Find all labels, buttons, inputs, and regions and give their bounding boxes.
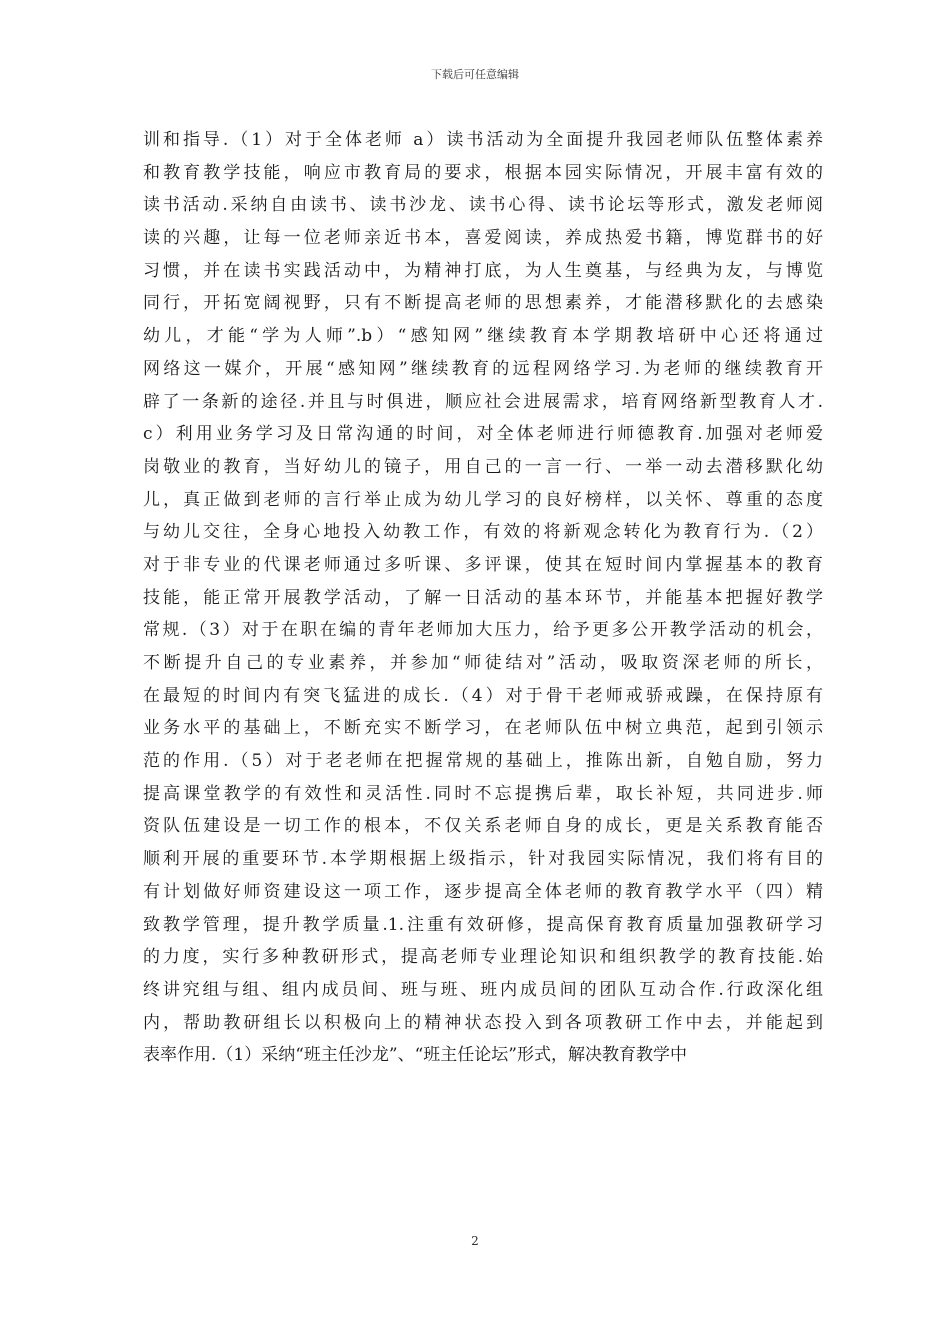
text-line: 对于非专业的代课老师通过多听课、多评课，使其在短时间内掌握基本的教育 [143,554,823,575]
text-line: 和教育教学技能，响应市教育局的要求，根据本园实际情况，开展丰富有效的 [143,162,823,183]
text-line: 训和指导.（1）对于全体老师 a）读书活动为全面提升我园老师队伍整体素养 [143,130,823,150]
text-line: 在最短的时间内有突飞猛进的成长.（4）对于骨干老师戒骄戒躁，在保持原有 [143,685,823,706]
page-header: 下载后可任意编辑 [431,68,519,81]
text-line: 常规.（3）对于在职在编的青年老师加大压力，给予更多公开教学活动的机会， [143,620,823,641]
text-line: 读的兴趣，让每一位老师亲近书本，喜爱阅读，养成热爱书籍，博览群书的好 [143,228,823,249]
text-line: 提高课堂教学的有效性和灵活性.同时不忘提携后辈，取长补短，共同进步.师 [143,783,823,804]
text-line: 不断提升自己的专业素养，并参加“师徒结对”活动，吸取资深老师的所长， [143,653,823,673]
text-line: 的力度，实行多种教研形式，提高老师专业理论知识和组织教学的教育技能.始 [143,947,823,968]
text-line: 儿，真正做到老师的言行举止成为幼儿学习的良好榜样，以关怀、尊重的态度 [143,489,823,510]
text-line: 辟了一条新的途径.并且与时俱进，顺应社会进展需求，培育网络新型教育人才. [143,391,823,412]
text-line: 顺利开展的重要环节.本学期根据上级指示，针对我园实际情况，我们将有目的 [143,849,823,870]
text-line: 岗敬业的教育，当好幼儿的镜子，用自己的一言一行、一举一动去潜移默化幼 [143,456,823,477]
text-line: 有计划做好师资建设这一项工作，逐步提高全体老师的教育教学水平（四）精 [143,881,823,902]
text-line: 幼儿，才能“学为人师”.b）“感知网”继续教育本学期教培研中心还将通过 [143,326,823,347]
text-line: 与幼儿交往，全身心地投入幼教工作，有效的将新观念转化为教育行为.（2） [143,522,823,543]
text-line: 内，帮助教研组长以积极向上的精神状态投入到各项教研工作中去，并能起到 [143,1012,823,1033]
text-line: 资队伍建设是一切工作的根本，不仅关系老师自身的成长，更是关系教育能否 [143,816,823,837]
text-line: 终讲究组与组、组内成员间、班与班、班内成员间的团队互动合作.行政深化组 [143,979,823,1000]
text-line: 同行，开拓宽阔视野，只有不断提高老师的思想素养，才能潜移默化的去感染 [143,293,823,314]
text-line: 读书活动.采纳自由读书、读书沙龙、读书心得、读书论坛等形式，激发老师阅 [143,195,823,216]
text-line: 技能，能正常开展教学活动，了解一日活动的基本环节，并能基本把握好教学 [143,587,823,608]
text-line: 表率作用.（1）采纳“班主任沙龙”、“班主任论坛”形式，解决教育教学中 [143,1045,687,1066]
page-number: 2 [471,1234,479,1248]
text-line: 致教学管理，提升教学质量.1.注重有效研修，提高保育教育质量加强教研学习 [143,914,823,935]
text-line: 范的作用.（5）对于老老师在把握常规的基础上，推陈出新，自勉自励，努力 [143,751,823,772]
text-line: 习惯，并在读书实践活动中，为精神打底，为人生奠基，与经典为友，与博览 [143,260,823,281]
text-line: c）利用业务学习及日常沟通的时间，对全体老师进行师德教育.加强对老师爱 [143,424,823,445]
text-line: 网络这一媒介，开展“感知网”继续教育的远程网络学习.为老师的继续教育开 [143,358,823,379]
text-line: 业务水平的基础上，不断充实不断学习，在老师队伍中树立典范，起到引领示 [143,718,823,739]
body-text [143,124,823,1072]
